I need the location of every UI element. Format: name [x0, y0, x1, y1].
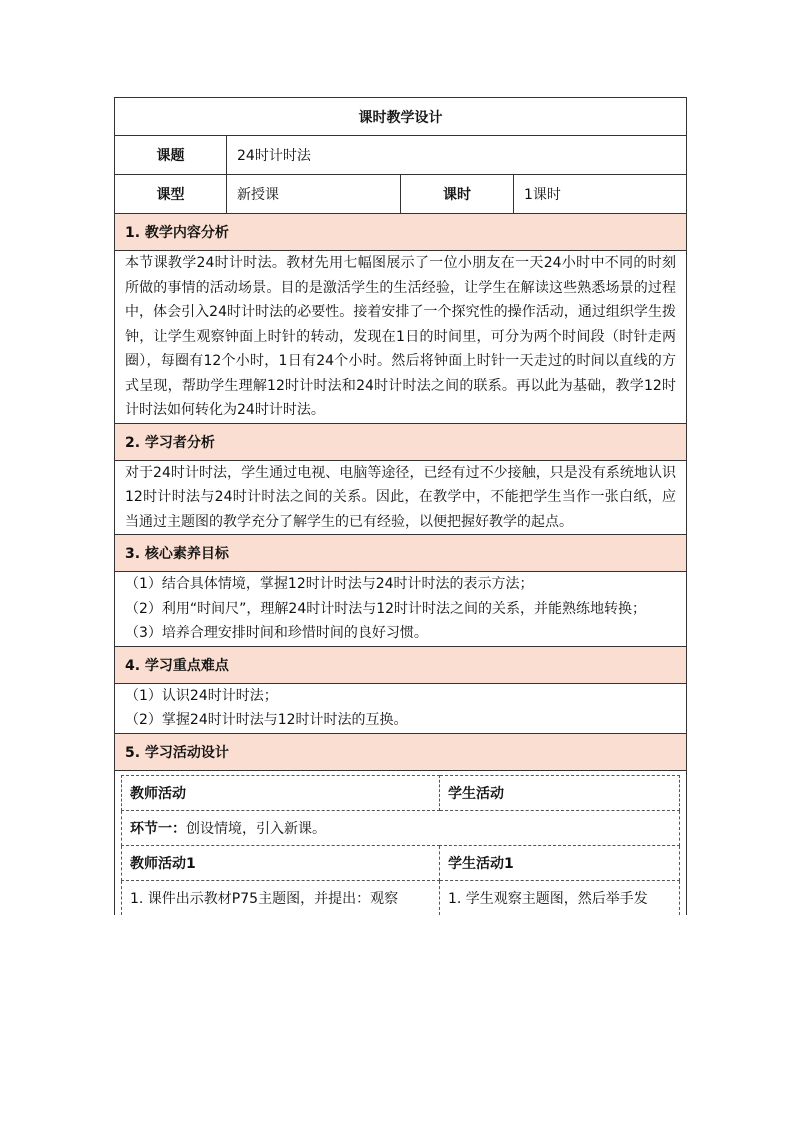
- lesson-plan-sheet: [114, 97, 686, 915]
- topic-label: 课题: [115, 136, 227, 175]
- hours-value: 1课时: [514, 175, 687, 214]
- paragraph: 本节课教学24时计时法。教材先用七幅图展示了一位小朋友在一天24小时中不同的时刻所做的事情的活动场景。目的是激活学生的生活经验，让学生在解读这些熟悉场景的过程中，体会引入24时计时法的必要性。接着安排了一个探究性的操作活动，通过组织学生拨钟，让学生观察钟面上时针的转动，发现在1日的时间里，可分为两个时间段（时针走两圈），每圈有12个小时，1日有24个小时。然后将钟面上时针一天走过的时间以直线的方式呈现，帮助学生理解12时计时法和24时计时法之间的联系。再以此为基础，教学12时计时法如何转化为24时计时法。: [125, 255, 676, 418]
- hours-label: 课时: [401, 175, 514, 214]
- stage-one-row: [122, 810, 680, 845]
- student-activity-1-text: 1. 学生观察主题图，然后举手发: [440, 880, 680, 915]
- stage-one-text: 环节一：: [130, 820, 186, 837]
- document-title: 课时教学设计: [115, 98, 687, 136]
- student-activity-header: 学生活动: [440, 775, 680, 810]
- teacher-activity-1-text: 1. 课件出示教材P75主题图，并提出：观察: [122, 880, 440, 915]
- activity-design-container: [115, 770, 687, 915]
- section-body-content-analysis: [115, 251, 687, 424]
- student-activity-1-label: 学生活动1: [440, 845, 680, 880]
- lesson-plan-table: [114, 97, 687, 915]
- type-label: 课型: [115, 175, 227, 214]
- section-heading-content-analysis: 1. 教学内容分析: [115, 214, 687, 251]
- section-body-learner-analysis: [115, 460, 687, 535]
- section-heading-key-points: 4. 学习重点难点: [115, 646, 687, 683]
- section-heading-activity-design: 5. 学习活动设计: [115, 733, 687, 770]
- topic-value: 24时计时法: [227, 136, 687, 175]
- type-value: 新授课: [227, 175, 401, 214]
- section-body-key-points: [115, 683, 687, 733]
- goal-item: （3）培养合理安排时间和珍惜时间的良好习惯。: [125, 625, 428, 641]
- teacher-activity-header: 教师活动: [122, 775, 440, 810]
- goal-item: （2）利用“时间尺”，理解24时计时法与12时计时法之间的关系，并能熟练地转换；: [125, 600, 647, 617]
- stage-one-description: 创设情境，引入新课。: [186, 820, 326, 837]
- teacher-activity-1-label: 教师活动1: [122, 845, 440, 880]
- activity-table: [121, 775, 680, 915]
- section-body-core-goals: [115, 572, 687, 647]
- goal-item: （1）结合具体情境，掌握12时计时法与24时计时法的表示方法；: [125, 576, 534, 592]
- key-point-item: （1）认识24时计时法；: [125, 687, 278, 704]
- paragraph: 对于24时计时法，学生通过电视、电脑等途径，已经有过不少接触，只是没有系统地认识12时计时法与24时计时法之间的关系。因此，在教学中，不能把学生当作一张白纸，应当通过主题图的教学充分了解学生的已有经验，以便把握好教学的起点。: [125, 464, 676, 530]
- section-heading-learner-analysis: 2. 学习者分析: [115, 423, 687, 460]
- key-point-item: （2）掌握24时计时法与12时计时法的互换。: [125, 712, 408, 728]
- section-heading-core-goals: 3. 核心素养目标: [115, 535, 687, 572]
